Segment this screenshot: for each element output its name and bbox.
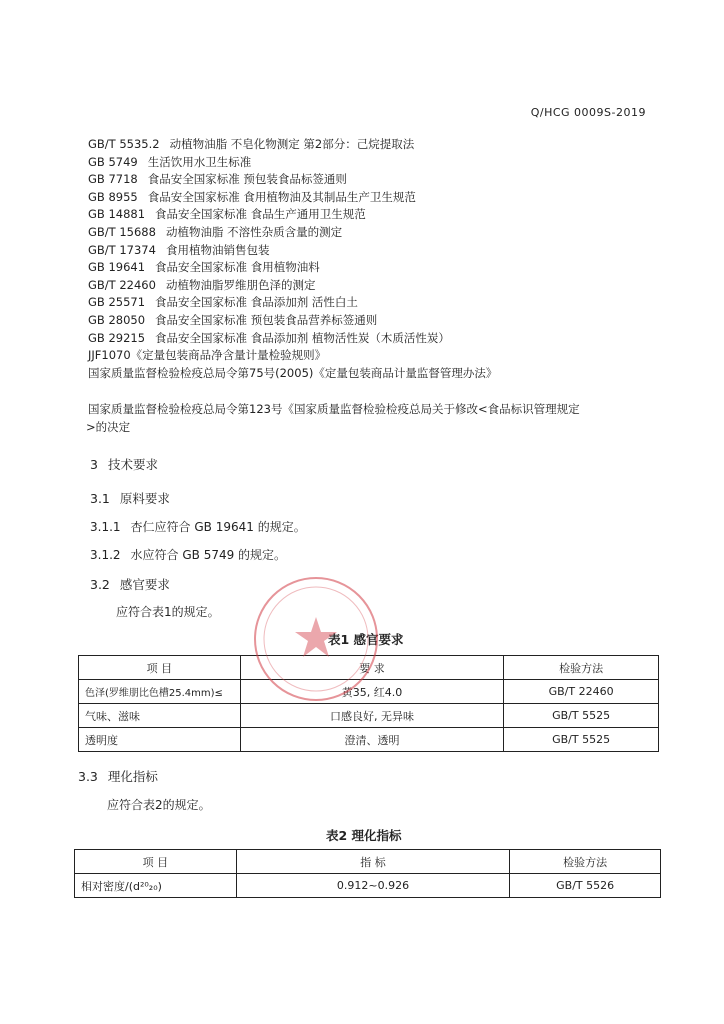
reference-item bbox=[88, 347, 497, 365]
reference-code: GB/T 17374 bbox=[88, 242, 156, 257]
reference-code: GB 29215 bbox=[88, 330, 146, 345]
table-cell: GB/T 5525 bbox=[504, 704, 659, 728]
reference-title: 食品安全国家标准 食品添加剂 活性白土 bbox=[155, 295, 358, 310]
reference-item-wrapped bbox=[88, 401, 668, 436]
company-seal-stamp bbox=[254, 577, 378, 701]
reference-title: 食品安全国家标准 预包装食品营养标签通则 bbox=[155, 312, 378, 327]
section-3-3-heading bbox=[78, 767, 158, 785]
reference-code: GB 8955 bbox=[88, 189, 138, 204]
table-cell: 0.912~0.926 bbox=[236, 874, 510, 898]
reference-item bbox=[88, 365, 497, 383]
item-text: 杏仁应符合 GB 19641 的规定。 bbox=[130, 520, 306, 534]
item-number: 3.1.1 bbox=[90, 520, 121, 534]
table-cell: GB/T 5526 bbox=[510, 874, 661, 898]
reference-item bbox=[88, 189, 497, 207]
item-3-1-1 bbox=[90, 518, 306, 535]
reference-line-1: 国家质量监督检验检疫总局令第123号《国家质量监督检验检疫总局关于修改<食品标识管理规定 bbox=[88, 402, 580, 416]
section-number: 3.3 bbox=[78, 769, 98, 784]
reference-item bbox=[88, 154, 497, 172]
section-title: 理化指标 bbox=[107, 769, 158, 784]
reference-title: 食品安全国家标准 食品添加剂 植物活性炭（木质活性炭） bbox=[155, 330, 450, 345]
reference-title: 食品安全国家标准 预包装食品标签通则 bbox=[147, 172, 347, 187]
table-cell: 黄35, 红4.0 bbox=[240, 680, 503, 704]
reference-item bbox=[88, 136, 497, 154]
reference-code: GB 28050 bbox=[88, 312, 146, 327]
reference-title: JJF1070《定量包装商品净含量计量检验规则》 bbox=[88, 348, 327, 363]
reference-item bbox=[88, 259, 497, 277]
reference-title: 食品安全国家标准 食品生产通用卫生规范 bbox=[155, 207, 366, 222]
table-cell: 气味、滋味 bbox=[79, 704, 241, 728]
reference-item bbox=[88, 277, 497, 295]
table-cell: 澄清、透明 bbox=[240, 728, 503, 752]
reference-title: 食用植物油销售包装 bbox=[165, 242, 270, 257]
reference-code: GB 19641 bbox=[88, 260, 146, 275]
table-row bbox=[79, 704, 659, 728]
reference-item bbox=[88, 330, 497, 348]
table-cell: GB/T 22460 bbox=[504, 680, 659, 704]
section-title: 技术要求 bbox=[107, 457, 158, 472]
reference-title: 生活饮用水卫生标准 bbox=[147, 154, 252, 169]
table-cell: 相对密度/(d²⁰₂₀) bbox=[75, 874, 237, 898]
table-cell: 色泽(罗维朋比色槽25.4mm)≤ bbox=[79, 680, 241, 704]
reference-title: 动植物油脂 不皂化物测定 第2部分：己烷提取法 bbox=[169, 137, 415, 151]
reference-code: GB/T 22460 bbox=[88, 277, 156, 292]
section-number: 3 bbox=[90, 457, 98, 472]
section-3-2-heading bbox=[90, 575, 170, 593]
item-text: 水应符合 GB 5749 的规定。 bbox=[130, 548, 287, 562]
reference-item bbox=[88, 224, 497, 242]
table-row bbox=[79, 728, 659, 752]
reference-code: GB 25571 bbox=[88, 295, 146, 310]
section-title: 原料要求 bbox=[119, 491, 170, 506]
reference-code: GB 7718 bbox=[88, 172, 138, 187]
section-title: 感官要求 bbox=[119, 577, 170, 592]
reference-title: 动植物油脂罗维朋色泽的测定 bbox=[165, 277, 316, 292]
reference-code: GB 14881 bbox=[88, 207, 146, 222]
table2 bbox=[74, 849, 661, 898]
table-cell: GB/T 5525 bbox=[504, 728, 659, 752]
table1-caption: 表1 感官要求 bbox=[328, 632, 404, 647]
table2-caption: 表2 理化指标 bbox=[326, 828, 402, 843]
reference-title: 食品安全国家标准 食用植物油料 bbox=[155, 260, 320, 275]
section-number: 3.1 bbox=[90, 491, 110, 506]
document-code: Q/HCG 0009S-2019 bbox=[530, 106, 646, 119]
table-header-cell: 检验方法 bbox=[510, 850, 661, 874]
table-header-cell: 指 标 bbox=[236, 850, 510, 874]
reference-title: 动植物油脂 不溶性杂质含量的测定 bbox=[165, 224, 343, 239]
table-row bbox=[75, 874, 661, 898]
section-3-2-text: 应符合表1的规定。 bbox=[116, 605, 220, 619]
seal-star-icon bbox=[256, 579, 376, 699]
reference-item bbox=[88, 206, 497, 224]
reference-item bbox=[88, 242, 497, 260]
reference-title: 国家质量监督检验检疫总局令第75号(2005)《定量包装商品计量监督管理办法》 bbox=[88, 365, 498, 380]
section-3-heading bbox=[90, 455, 158, 473]
reference-item bbox=[88, 312, 497, 330]
reference-item bbox=[88, 294, 497, 312]
table-header-cell: 项 目 bbox=[79, 656, 241, 680]
table-cell: 口感良好, 无异味 bbox=[240, 704, 503, 728]
item-number: 3.1.2 bbox=[90, 548, 121, 562]
section-number: 3.2 bbox=[90, 577, 110, 592]
reference-line-2: >的决定 bbox=[86, 419, 131, 434]
section-3-3-text: 应符合表2的规定。 bbox=[107, 798, 211, 812]
table-header-row bbox=[75, 850, 661, 874]
reference-code: GB/T 5535.2 bbox=[88, 137, 160, 151]
item-3-1-2 bbox=[90, 546, 286, 563]
reference-code: GB/T 15688 bbox=[88, 224, 156, 239]
table-cell: 透明度 bbox=[79, 728, 241, 752]
table-header-cell: 要 求 bbox=[240, 656, 503, 680]
reference-title: 食品安全国家标准 食用植物油及其制品生产卫生规范 bbox=[147, 189, 416, 204]
table-header-cell: 项 目 bbox=[75, 850, 237, 874]
reference-list bbox=[88, 136, 497, 382]
table-header-cell: 检验方法 bbox=[504, 656, 659, 680]
section-3-1-heading bbox=[90, 489, 170, 507]
reference-code: GB 5749 bbox=[88, 154, 138, 169]
reference-item bbox=[88, 171, 497, 189]
